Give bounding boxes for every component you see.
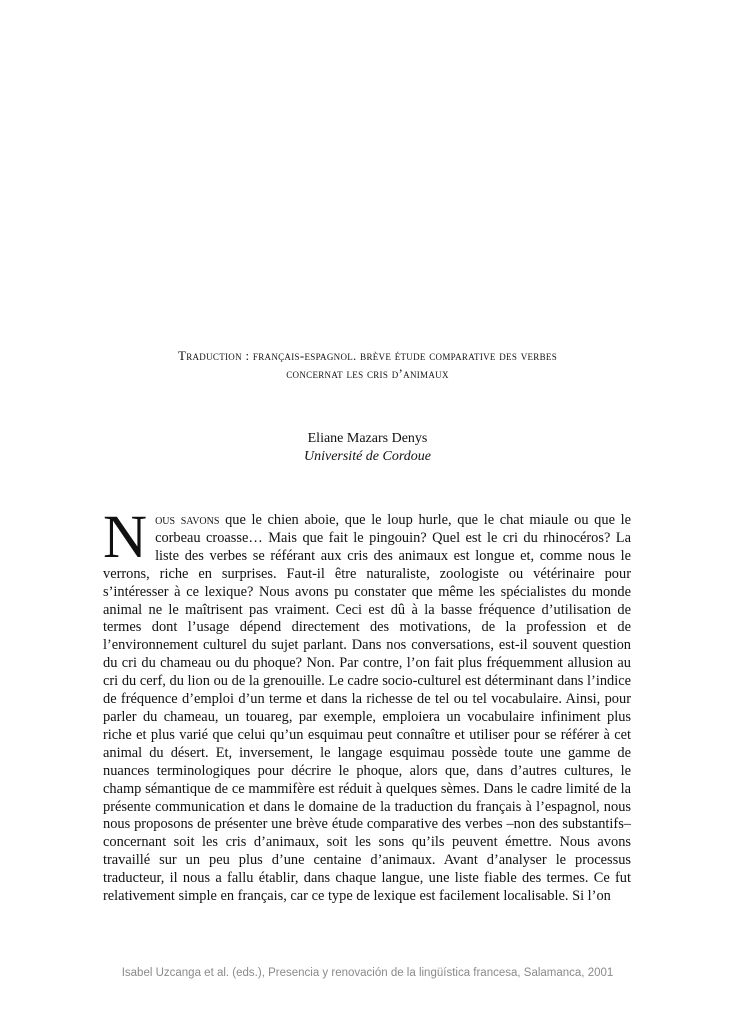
footer-citation: Isabel Uzcanga et al. (eds.), Presencia y renovación de la lingüística francesa, Salamanca, 2001 [121,967,614,979]
article-title [100,347,635,383]
author-block [220,430,515,466]
body-paragraph [103,504,631,906]
drop-cap: N [103,504,148,571]
article-title-line-2: concernat les cris d’animaux [286,366,449,381]
author-affiliation: Université de Cordoue [303,449,431,464]
lead-in-small-caps: ous savons [155,512,220,528]
body-text: que le chien aboie, que le loup hurle, que le chat miaule ou que le corbeau croasse… Mais que fait le pingouin? Quel est le cri du rhinocéros? La liste des verbes se référant aux cris des animaux est longue et, comme nous le verrons, riche en surprises. Faut-il être naturaliste, zoologiste ou vétérinaire pour s’intéresser à ce lexique? Nous avons pu constater que même les spécialistes du monde animal ne le maîtrisent pas vraiment. Ceci est dû à la basse fréquence d’utilisation de termes dont l’usage dépend directement des motivations, de la profession et de l’environnement culturel du sujet parlant. Dans nos conversations, est-il souvent question du cri du chameau ou du phoque? Non. Par contre, l’on fait plus fréquemment allusion au cri du cerf, du lion ou de la grenouille. Le cadre socio-culturel est déterminant dans l’indice de fréquence d’emploi d’un terme et dans la richesse de tel ou tel vocabulaire. Ainsi, pour parler du chameau, un touareg, par exemple, emploiera un vocabulaire infiniment plus riche et plus varié que celui qu’un esquimau peut connaître et utiliser pour se référer à cet animal du désert. Et, inversement, le langage esquimau possède toute une gamme de nuances terminologiques pour décrire le phoque, alors que, dans d’autres cultures, le champ sémantique de ce mammifère est réduit à quelques sèmes. Dans le cadre limité de la présente communication et dans le domaine de la traduction du français à l’espagnol, nous nous proposons de présenter une brève étude comparative des verbes –non des substantifs– concernant soit les cris d’animaux, soit les sons qu’ils peuvent émettre. Nous avons travaillé sur un peu plus d’une centaine d’animaux. Avant d’analyser le processus traducteur, il nous a fallu établir, dans chaque langue, une liste fiable des termes. Ce fut relativement simple en français, car ce type de lexique est facilement localisable. Si l’on [103,512,631,905]
author-name: Eliane Mazars Denys [307,431,428,446]
article-title-line-1: Traduction : français-espagnol. brève étude comparative des verbes [177,348,558,363]
